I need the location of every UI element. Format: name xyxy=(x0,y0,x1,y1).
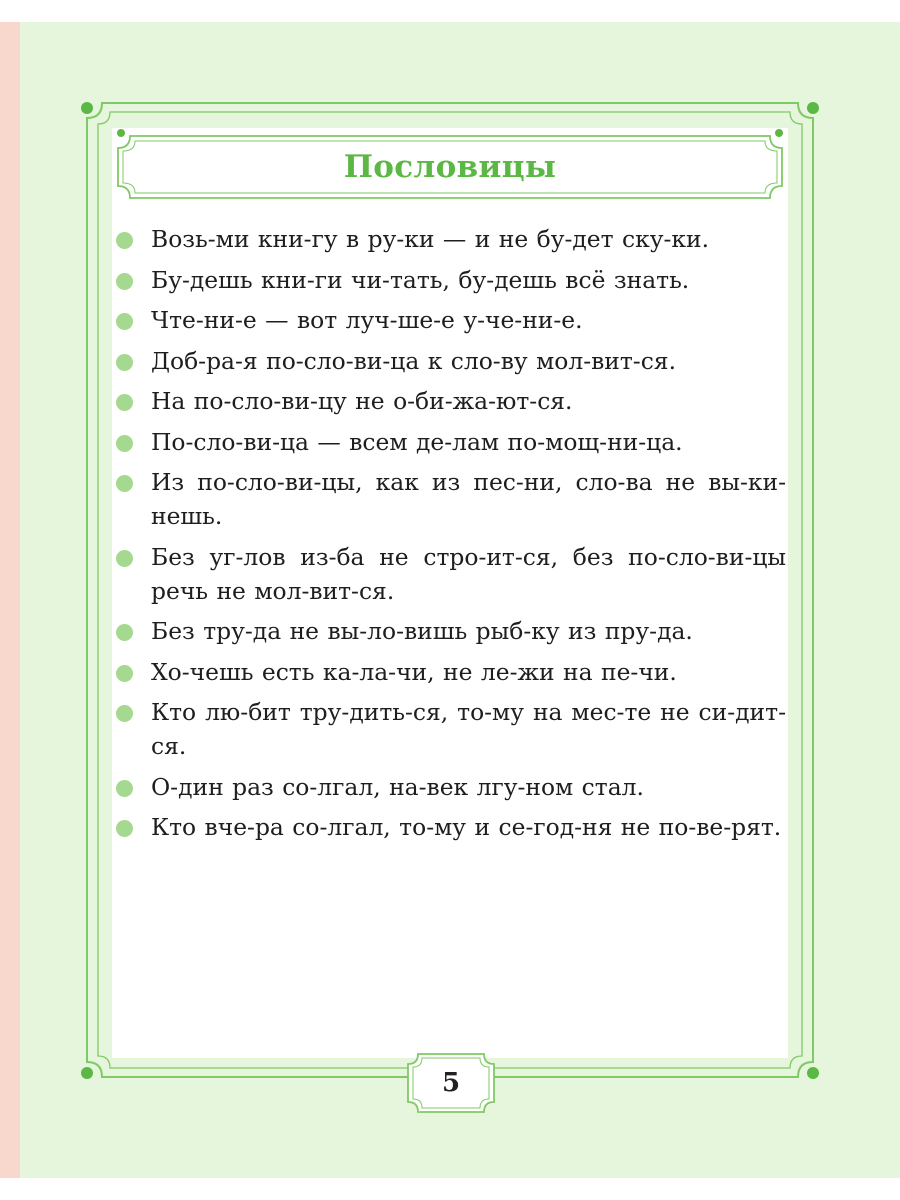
proverb-item xyxy=(114,614,786,648)
proverb-item xyxy=(114,263,786,297)
proverb-text: Без тру-да не вы-ло-вишь рыб-ку из пру-да. xyxy=(151,617,693,645)
bullet-dot-icon xyxy=(116,624,133,641)
proverb-text: Кто лю-бит тру-дить-ся, то-му на мес-те не си-дит-ся. xyxy=(151,698,786,760)
bullet-dot-icon xyxy=(116,780,133,797)
proverb-text: По-сло-ви-ца — всем де-лам по-мощ-ни-ца. xyxy=(151,427,683,456)
bullet-dot-icon xyxy=(116,232,133,249)
bullet-dot-icon xyxy=(116,550,133,567)
proverb-item xyxy=(114,384,786,418)
proverb-item xyxy=(114,540,786,608)
bullet-dot-icon xyxy=(116,475,133,492)
proverb-item xyxy=(114,655,786,689)
bullet-dot-icon xyxy=(116,354,133,371)
proverb-text: Доб-ра-я по-сло-ви-ца к сло-ву мол-вит-ся. xyxy=(151,346,677,375)
proverb-list xyxy=(114,222,786,851)
proverb-item xyxy=(114,810,786,844)
proverb-item xyxy=(114,222,786,256)
page-number: 5 xyxy=(441,1068,461,1098)
proverb-text: О-дин раз со-лгал, на-век лгу-ном стал. xyxy=(151,772,644,801)
proverb-text: Без уг-лов из-ба не стро-ит-ся, без по-сло-ви-цы речь не мол-вит-ся. xyxy=(151,542,786,605)
page-number-box xyxy=(409,1054,493,1112)
proverb-text: На по-сло-ви-цу не о-би-жа-ют-ся. xyxy=(151,387,573,415)
proverb-text: Хо-чешь есть ка-ла-чи, не ле-жи на пе-чи. xyxy=(151,657,677,686)
proverb-text: Кто вче-ра со-лгал, то-му и се-год-ня не по-ве-рят. xyxy=(151,813,782,841)
title-box xyxy=(118,136,782,198)
page-title: Пословицы xyxy=(343,149,557,185)
bullet-dot-icon xyxy=(116,705,133,722)
proverb-item xyxy=(114,425,786,459)
proverb-text: Из по-сло-ви-цы, как из пес-ни, сло-ва не вы-ки-нешь. xyxy=(151,468,786,530)
proverb-item xyxy=(114,465,786,533)
bullet-dot-icon xyxy=(116,273,133,290)
bullet-dot-icon xyxy=(116,665,133,682)
proverb-text: Бу-дешь кни-ги чи-тать, бу-дешь всё знать. xyxy=(151,265,690,294)
proverb-text: Возь-ми кни-гу в ру-ки — и не бу-дет ску-ки. xyxy=(151,225,710,253)
proverb-item xyxy=(114,695,786,763)
proverb-item xyxy=(114,344,786,378)
bullet-dot-icon xyxy=(116,394,133,411)
proverb-item xyxy=(114,770,786,804)
bullet-dot-icon xyxy=(116,313,133,330)
proverb-item xyxy=(114,303,786,337)
proverb-text: Чте-ни-е — вот луч-ше-е у-че-ни-е. xyxy=(151,306,583,334)
bullet-dot-icon xyxy=(116,435,133,452)
bullet-dot-icon xyxy=(116,820,133,837)
